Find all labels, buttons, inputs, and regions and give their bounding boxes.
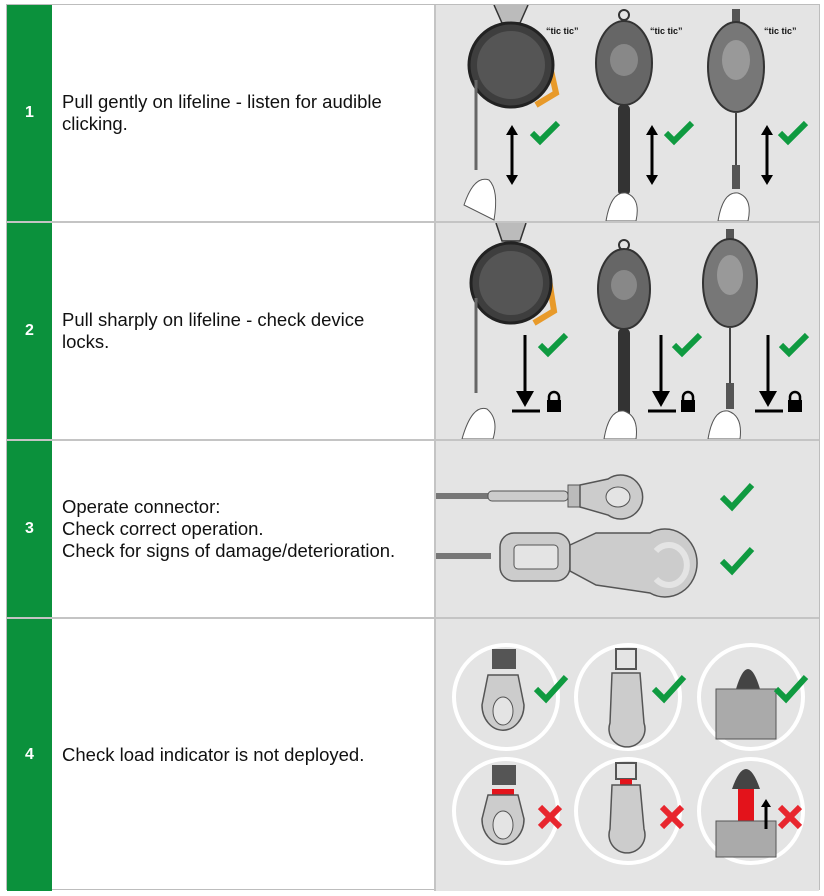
step-row-1 bbox=[7, 5, 819, 223]
retractable-device-icon bbox=[596, 10, 652, 221]
lock-icon bbox=[681, 392, 695, 412]
down-arrow-stop-icon bbox=[648, 335, 676, 411]
step-illustration bbox=[436, 5, 819, 221]
step-illustration bbox=[436, 223, 819, 439]
lock-icon bbox=[547, 392, 561, 412]
down-arrow-stop-icon bbox=[755, 335, 783, 411]
check-icon bbox=[674, 335, 700, 353]
double-arrow-icon bbox=[646, 125, 658, 185]
double-arrow-icon bbox=[761, 125, 773, 185]
inspection-table bbox=[6, 4, 820, 890]
instruction-line: Operate connector: bbox=[62, 496, 221, 517]
step-number: 1 bbox=[7, 5, 52, 221]
retractable-device-icon bbox=[462, 223, 554, 439]
instruction-line: Pull sharply on lifeline - check device bbox=[62, 309, 365, 330]
swivel-eye-connector-icon bbox=[436, 475, 643, 519]
instruction-line: locks. bbox=[62, 331, 110, 352]
retractable-device-icon bbox=[703, 229, 757, 439]
instruction-line: clicking. bbox=[62, 113, 128, 134]
check-icon bbox=[722, 485, 752, 507]
double-arrow-icon bbox=[506, 125, 518, 185]
check-icon bbox=[666, 123, 692, 141]
lock-icon bbox=[788, 392, 802, 412]
step-illustration bbox=[436, 619, 819, 891]
step-row-2 bbox=[7, 223, 819, 441]
down-arrow-stop-icon bbox=[512, 335, 540, 411]
step-instruction bbox=[52, 619, 436, 891]
check-icon bbox=[532, 123, 558, 141]
instruction-line: Check correct operation. bbox=[62, 518, 264, 539]
check-icon bbox=[781, 335, 807, 353]
step-number: 4 bbox=[7, 619, 52, 891]
snap-hook-connector-icon bbox=[436, 529, 697, 597]
check-icon bbox=[540, 335, 566, 353]
instruction-line: Check for signs of damage/deterioration. bbox=[62, 540, 396, 561]
retractable-device-icon bbox=[708, 9, 764, 221]
step-instruction bbox=[52, 223, 436, 439]
instruction-line: Pull gently on lifeline - listen for audible bbox=[62, 91, 382, 112]
retractable-device-icon bbox=[598, 240, 650, 439]
retractable-device-icon bbox=[464, 5, 556, 220]
step-illustration bbox=[436, 441, 819, 617]
check-icon bbox=[780, 123, 806, 141]
step-number: 2 bbox=[7, 223, 52, 439]
check-icon bbox=[722, 549, 752, 571]
svg-text:“tic tic”: “tic tic” bbox=[764, 26, 797, 36]
step-instruction bbox=[52, 441, 436, 617]
step-row-4 bbox=[7, 619, 819, 891]
svg-text:“tic tic”: “tic tic” bbox=[650, 26, 683, 36]
step-number: 3 bbox=[7, 441, 52, 617]
sound-label: “tic tic” bbox=[546, 26, 579, 36]
instruction-line: Check load indicator is not deployed. bbox=[62, 744, 365, 765]
step-instruction bbox=[52, 5, 436, 221]
step-row-3 bbox=[7, 441, 819, 619]
